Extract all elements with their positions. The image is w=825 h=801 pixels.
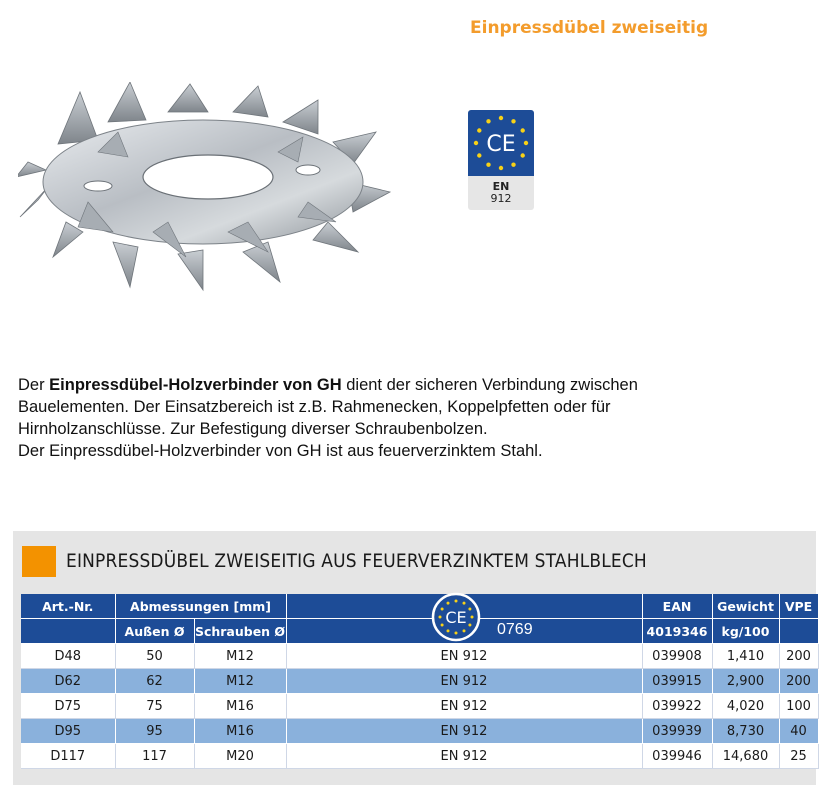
table-row bbox=[21, 744, 818, 769]
col-weight: Gewicht bbox=[712, 594, 779, 619]
description-bold-phrase: Einpressdübel-Holzverbinder von GH bbox=[49, 376, 342, 394]
col-dimensions: Abmessungen [mm] bbox=[115, 594, 286, 619]
cell-screw: M16 bbox=[194, 719, 286, 744]
cell-norm: EN 912 bbox=[286, 719, 642, 744]
cell-outer: 95 bbox=[115, 719, 194, 744]
cell-weight: 1,410 bbox=[712, 644, 779, 669]
subcol-empty bbox=[21, 619, 115, 644]
cell-norm: EN 912 bbox=[286, 669, 642, 694]
cell-outer: 117 bbox=[115, 744, 194, 769]
col-ean: EAN bbox=[642, 594, 712, 619]
product-description bbox=[18, 374, 808, 462]
cell-weight: 4,020 bbox=[712, 694, 779, 719]
cell-screw: M16 bbox=[194, 694, 286, 719]
description-line-3: Hirnholzanschlüsse. Zur Befestigung diverser Schraubenbolzen. bbox=[18, 420, 488, 438]
cell-vpe: 40 bbox=[779, 719, 818, 744]
product-title: Einpressdübel zweiseitig bbox=[470, 18, 709, 38]
cell-weight: 14,680 bbox=[712, 744, 779, 769]
description-line-2: Bauelementen. Der Einsatzbereich ist z.B. Rahmenecken, Koppelpfetten oder für bbox=[18, 398, 611, 416]
cell-norm: EN 912 bbox=[286, 644, 642, 669]
table-subheader-row bbox=[21, 619, 818, 644]
ce-certificate-number: 0769 bbox=[497, 621, 533, 638]
subcol-screw-diameter: Schrauben Ø bbox=[194, 619, 286, 644]
section-marker bbox=[22, 546, 56, 577]
toothed-plate-connector-illustration bbox=[18, 82, 393, 297]
product-image bbox=[18, 82, 393, 301]
standard-label: EN bbox=[492, 180, 510, 193]
standard-number: 912 bbox=[490, 192, 512, 205]
cell-art: D75 bbox=[21, 694, 115, 719]
cell-ean: 039939 bbox=[642, 719, 712, 744]
cell-art: D62 bbox=[21, 669, 115, 694]
table-row bbox=[21, 644, 818, 669]
cell-outer: 62 bbox=[115, 669, 194, 694]
cell-ean: 039915 bbox=[642, 669, 712, 694]
cell-art: D48 bbox=[21, 644, 115, 669]
table-row bbox=[21, 719, 818, 744]
cell-outer: 50 bbox=[115, 644, 194, 669]
ce-circle-icon bbox=[431, 592, 481, 642]
cell-screw: M12 bbox=[194, 669, 286, 694]
cell-art: D95 bbox=[21, 719, 115, 744]
cell-vpe: 200 bbox=[779, 669, 818, 694]
ce-certification-badge bbox=[468, 110, 534, 210]
table-row bbox=[21, 694, 818, 719]
cell-outer: 75 bbox=[115, 694, 194, 719]
cell-ean: 039946 bbox=[642, 744, 712, 769]
cell-norm: EN 912 bbox=[286, 694, 642, 719]
description-line-4: Der Einpressdübel-Holzverbinder von GH ist aus feuerverzinktem Stahl. bbox=[18, 442, 543, 460]
cell-vpe: 25 bbox=[779, 744, 818, 769]
subcol-ean-prefix: 4019346 bbox=[642, 619, 712, 644]
table-header-row bbox=[21, 594, 818, 619]
ce-mark-icon bbox=[468, 110, 534, 176]
subcol-vpe-empty bbox=[779, 619, 818, 644]
table-heading: EINPRESSDÜBEL ZWEISEITIG AUS FEUERVERZINKTEM STAHLBLECH bbox=[66, 551, 647, 572]
svg-text:CE: CE bbox=[486, 132, 516, 157]
table-row bbox=[21, 669, 818, 694]
cell-screw: M12 bbox=[194, 644, 286, 669]
cell-weight: 2,900 bbox=[712, 669, 779, 694]
description-line-1: Der Einpressdübel-Holzverbinder von GH dient der sicheren Verbindung zwischen bbox=[18, 376, 638, 394]
col-vpe: VPE bbox=[779, 594, 818, 619]
cell-vpe: 100 bbox=[779, 694, 818, 719]
svg-text:CE: CE bbox=[445, 608, 467, 627]
cell-vpe: 200 bbox=[779, 644, 818, 669]
subcol-outer-diameter: Außen Ø bbox=[115, 619, 194, 644]
cell-screw: M20 bbox=[194, 744, 286, 769]
cell-ean: 039922 bbox=[642, 694, 712, 719]
cell-ean: 039908 bbox=[642, 644, 712, 669]
col-art-nr: Art.-Nr. bbox=[21, 594, 115, 619]
cell-weight: 8,730 bbox=[712, 719, 779, 744]
specification-table bbox=[21, 594, 819, 769]
cell-art: D117 bbox=[21, 744, 115, 769]
cell-norm: EN 912 bbox=[286, 744, 642, 769]
subcol-weight-unit: kg/100 bbox=[712, 619, 779, 644]
